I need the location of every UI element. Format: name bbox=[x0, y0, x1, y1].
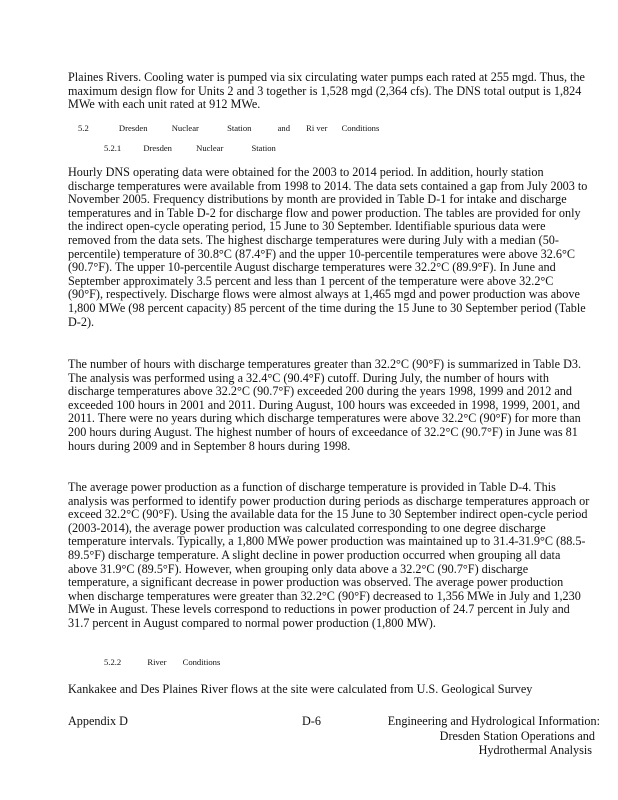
section-heading-5-2 bbox=[78, 123, 379, 133]
paragraph-discharge-hours: The number of hours with discharge temperatures greater than 32.2°C (90°F) is summarized in Table D3. The analysis was performed using a 32.4°C (90.4°F) cutoff. During July, the number of hours with discharge temperatures above 32.2°C (90.7°F) exceeded 200 during the years 1998, 1999 and 2012 and exceeded 100 hours in 2001 and 2011. During August, 100 hours was exceeded in 1998, 1999, 2001, and 2011. There were no years during which discharge temperatures were above 32.2°C (90°F) for more than 200 hours during August. The highest number of hours of exceedance of 32.2°C (90.7°F) in June was 81 hours during 2009 and in September 8 hours during 1998. bbox=[68, 357, 582, 453]
heading-word: Nuclear bbox=[196, 143, 224, 153]
footer-title-line: Dresden Station Operations and bbox=[439, 728, 595, 743]
heading-number: 5.2.1 bbox=[104, 143, 122, 153]
paragraph-river-flows: Kankakee and Des Plaines River flows at the site were calculated from U.S. Geological Survey bbox=[68, 682, 533, 696]
paragraph-operating-data: Hourly DNS operating data were obtained for the 2003 to 2014 period. In addition, hourly station discharge temperatures were available from 1998 to 2014. The data sets contained a gap from July 2003 to November 2005. Frequency distributions by month are provided in Table D-1 for intake and discharge temperatures and in Table D-2 for discharge flow and power production. The tables are provided for only the indirect open-cycle operating period, 15 June to 30 September. Identifiable spurious data were removed from the data sets. The highest discharge temperatures were during July with a median (50-percentile) temperature of 30.8°C (87.4°F) and the upper 10-percentile temperatures were above 32.6°C (90.7°F). The upper 10-percentile August discharge temperatures were 32.2°C (89.9°F). In June and September approximately 3.5 percent and less than 1 percent of the temperature were above 32.2°C (90°F), respectively. Discharge flows were almost always at 1,465 mgd and power production was above 1,800 MWe (98 percent capacity) 85 percent of the time during the 15 June to 30 September period (Table D-2). bbox=[68, 165, 588, 329]
heading-number: 5.2 bbox=[78, 123, 89, 133]
heading-word: River bbox=[147, 657, 167, 667]
heading-word: Dresden bbox=[118, 123, 148, 133]
heading-word: and bbox=[277, 123, 290, 133]
section-heading-5-2-2 bbox=[104, 657, 220, 667]
footer-title-line: Hydrothermal Analysis bbox=[478, 743, 592, 757]
heading-word: Station bbox=[251, 143, 276, 153]
paragraph-power-production: The average power production as a function of discharge temperature is provided in Table D-4. This analysis was performed to identify power production during periods as discharge temperatures approach or exceed 32.2°C (90°F). Using the available data for the 15 June to 30 September indirect open-cycle period (2003-2014), the average power production was calculated corresponding to one degree discharge temperature intervals. Typically, a 1,800 MWe power production was maintained up to 31.4-31.9°C (88.5-89.5°F) discharge temperature. A slight decline in power production occurred when grouping all data above 31.9°C (89.5°F). However, when grouping only data above a 32.2°C (90.7°F) discharge temperature, a significant decrease in power production was observed. The average power production when discharge temperatures were greater than 32.2°C (90°F) decreased to 1,356 MWe in July and 1,230 MWe in August. These levels correspond to reductions in power production of 24.7 percent in July and 31.7 percent in August compared to normal power production (1,800 MW). bbox=[68, 480, 590, 630]
footer-appendix-label: Appendix D bbox=[68, 714, 128, 728]
paragraph-cooling-water: Plaines Rivers. Cooling water is pumped via six circulating water pumps each rated at 255 mgd. Thus, the maximum design flow for Units 2 and 3 together is 1,528 mgd (2,364 cfs). The DNS total output is 1,824 MWe with each unit rated at 912 MWe. bbox=[68, 70, 585, 112]
heading-word: Station bbox=[227, 123, 252, 133]
section-heading-5-2-1 bbox=[104, 143, 276, 153]
heading-word: Conditions bbox=[182, 657, 221, 667]
heading-word: Ri ver bbox=[306, 123, 328, 133]
footer-title-line: Engineering and Hydrological Information: bbox=[387, 714, 600, 728]
heading-word: Dresden bbox=[143, 143, 172, 153]
footer-document-title bbox=[360, 714, 600, 758]
heading-number: 5.2.2 bbox=[104, 657, 122, 667]
heading-word: Nuclear bbox=[171, 123, 199, 133]
heading-word: Conditions bbox=[341, 123, 380, 133]
footer-page-number: D-6 bbox=[302, 714, 321, 728]
